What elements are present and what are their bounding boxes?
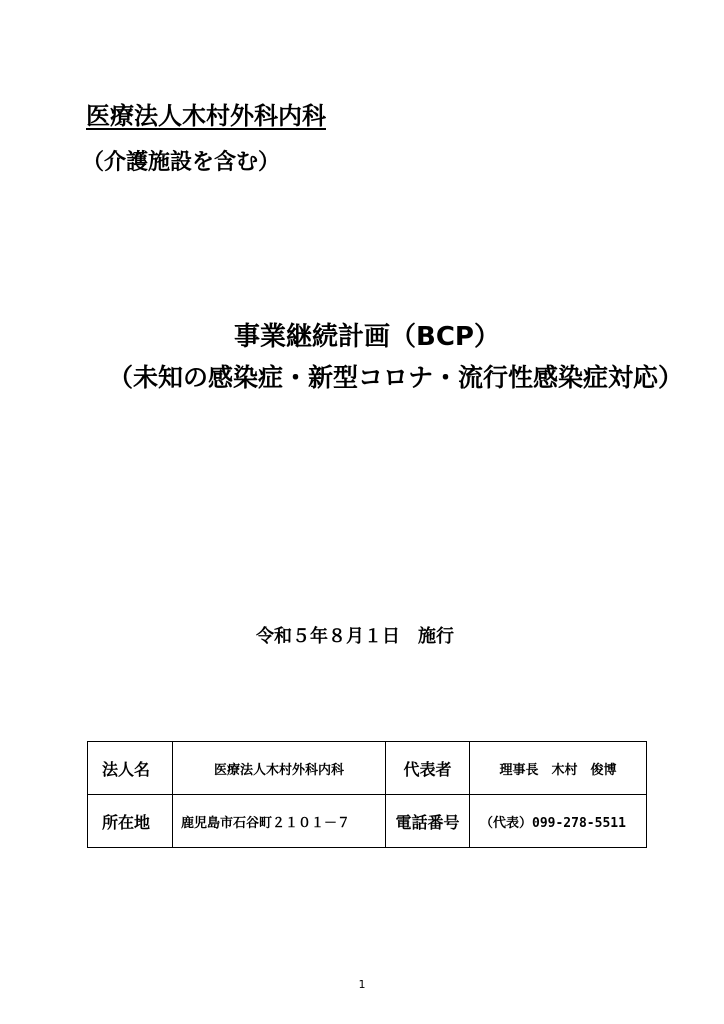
corp-name-value: 医療法人木村外科内科 [173, 742, 386, 795]
scope-note: （介護施設を含む） [82, 150, 281, 175]
document-title [0, 316, 724, 353]
effective-date: 令和５年８月１日 施行 [256, 626, 454, 647]
table-row [88, 795, 647, 848]
organization-title: 医療法人木村外科内科 [86, 102, 326, 130]
address-value: 鹿児島市石谷町２１０１－７ [173, 795, 386, 848]
organization-info-table [87, 741, 647, 848]
phone-value: （代表）099-278-5511 [470, 795, 647, 848]
representative-value: 理事長 木村 俊博 [470, 742, 647, 795]
address-label: 所在地 [88, 795, 173, 848]
table-row [88, 742, 647, 795]
representative-label: 代表者 [386, 742, 470, 795]
phone-label: 電話番号 [386, 795, 470, 848]
document-subtitle: （未知の感染症・新型コロナ・流行性感染症対応） [108, 363, 684, 392]
corp-name-label: 法人名 [88, 742, 173, 795]
page-number: 1 [358, 978, 366, 991]
document-title-text: 事業継続計画（BCP） [234, 322, 500, 352]
